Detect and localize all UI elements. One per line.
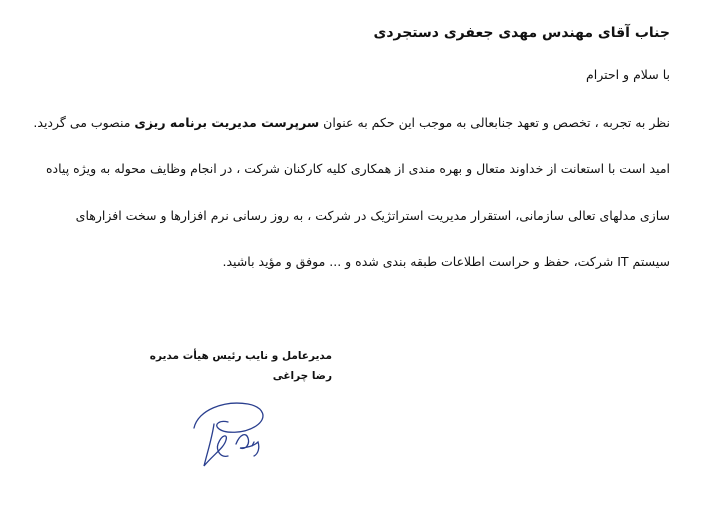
- greeting-line: با سلام و احترام: [586, 67, 670, 82]
- handwritten-signature: [184, 388, 334, 478]
- wishes-line-2: سازی مدلهای تعالی سازمانی، استقرار مدیریت استراتژیک در شرکت ، به روز رسانی نرم افزارها و سخت افزارهای: [75, 208, 670, 223]
- wishes-line-3: سیستم IT شرکت، حفظ و حراست اطلاعات طبقه بندی شده و ... موفق و مؤید باشید.: [222, 254, 670, 269]
- wishes-line-1: امید است با استعانت از خداوند متعال و بهره مندی از همکاری کلیه کارکنان شرکت ، در انجام وظایف محوله به ویژه پیاده: [46, 161, 670, 176]
- signatory-name: رضا چراغی: [272, 370, 332, 382]
- appointment-text-end: منصوب می گردید.: [33, 115, 135, 130]
- appointment-position: سرپرست مدیریت برنامه ریزی: [134, 115, 320, 130]
- signatory-block: [150, 346, 332, 386]
- appointment-text-start: نظر به تجربه ، تخصص و تعهد جنابعالی به موجب این حکم به عنوان: [319, 115, 670, 130]
- appointment-paragraph: [33, 114, 670, 132]
- signatory-title: مدیرعامل و نایب رئیس هیأت مدیره: [149, 350, 332, 362]
- recipient-line: جناب آقای مهندس مهدی جعفری دستجردی: [373, 25, 670, 41]
